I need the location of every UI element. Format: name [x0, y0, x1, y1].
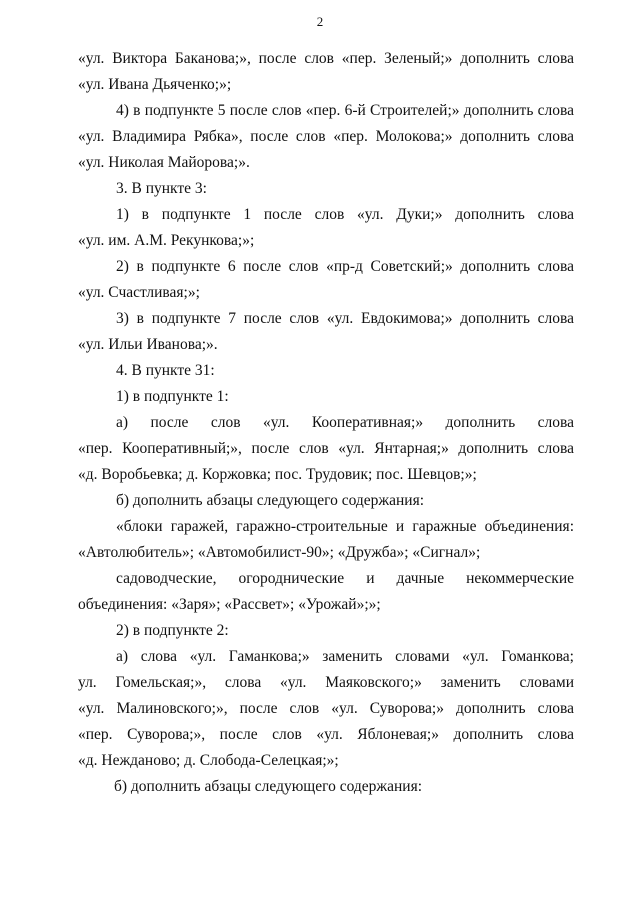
text-line: «пер. Кооперативный;», после слов «ул. Янтарная;» дополнить слова — [78, 440, 574, 457]
text-line: садоводческие, огороднические и дачные некоммерческие — [116, 570, 574, 587]
text-line: «Автолюбитель»; «Автомобилист-90»; «Дружба»; «Сигнал»; — [78, 544, 481, 561]
text-line: а) после слов «ул. Кооперативная;» дополнить слова — [116, 414, 574, 431]
text-line: «ул. Владимира Рябка», после слов «пер. Молокова;» дополнить слова — [78, 128, 574, 145]
text-line: 1) в подпункте 1 после слов «ул. Дуки;» дополнить слова — [116, 206, 574, 223]
page-number: 2 — [316, 14, 324, 29]
text-line: «ул. Николая Майорова;». — [78, 154, 250, 171]
text-line: 4) в подпункте 5 после слов «пер. 6-й Строителей;» дополнить слова — [116, 102, 574, 119]
text-line: 1) в подпункте 1: — [116, 388, 229, 405]
text-line: «ул. Счастливая;»; — [78, 284, 200, 301]
text-line: «ул. Ильи Иванова;». — [78, 336, 218, 353]
text-line: 2) в подпункте 2: — [116, 622, 229, 639]
text-line: «ул. Малиновского;», после слов «ул. Суворова;» дополнить слова — [78, 700, 574, 717]
text-line: 2) в подпункте 6 после слов «пр-д Советский;» дополнить слова — [116, 258, 574, 275]
text-line: 3) в подпункте 7 после слов «ул. Евдокимова;» дополнить слова — [116, 310, 574, 327]
text-line: объединения: «Заря»; «Рассвет»; «Урожай»;»; — [78, 596, 381, 613]
text-line: 3. В пункте 3: — [116, 180, 207, 197]
text-line: «пер. Суворова;», после слов «ул. Яблоневая;» дополнить слова — [78, 726, 574, 743]
text-line: «ул. Виктора Баканова;», после слов «пер. Зеленый;» дополнить слова — [78, 50, 574, 67]
text-line: б) дополнить абзацы следующего содержания: — [116, 492, 425, 509]
text-line: б) дополнить абзацы следующего содержания: — [114, 778, 423, 795]
document-body — [78, 46, 574, 800]
text-line: а) слова «ул. Гаманкова;» заменить словами «ул. Гоманкова; — [116, 648, 574, 665]
text-line: «ул. им. А.М. Рекункова;»; — [78, 232, 255, 249]
text-line: «д. Нежданово; д. Слобода-Селецкая;»; — [78, 752, 339, 769]
text-line: «блоки гаражей, гаражно-строительные и гаражные объединения: — [116, 518, 574, 535]
text-line: ул. Гомельская;», слова «ул. Маяковского;» заменить словами — [78, 674, 574, 691]
text-line: 4. В пункте 31: — [116, 362, 215, 379]
text-line: «д. Воробьевка; д. Коржовка; пос. Трудовик; пос. Шевцов;»; — [78, 466, 477, 483]
text-line: «ул. Ивана Дьяченко;»; — [78, 76, 232, 93]
